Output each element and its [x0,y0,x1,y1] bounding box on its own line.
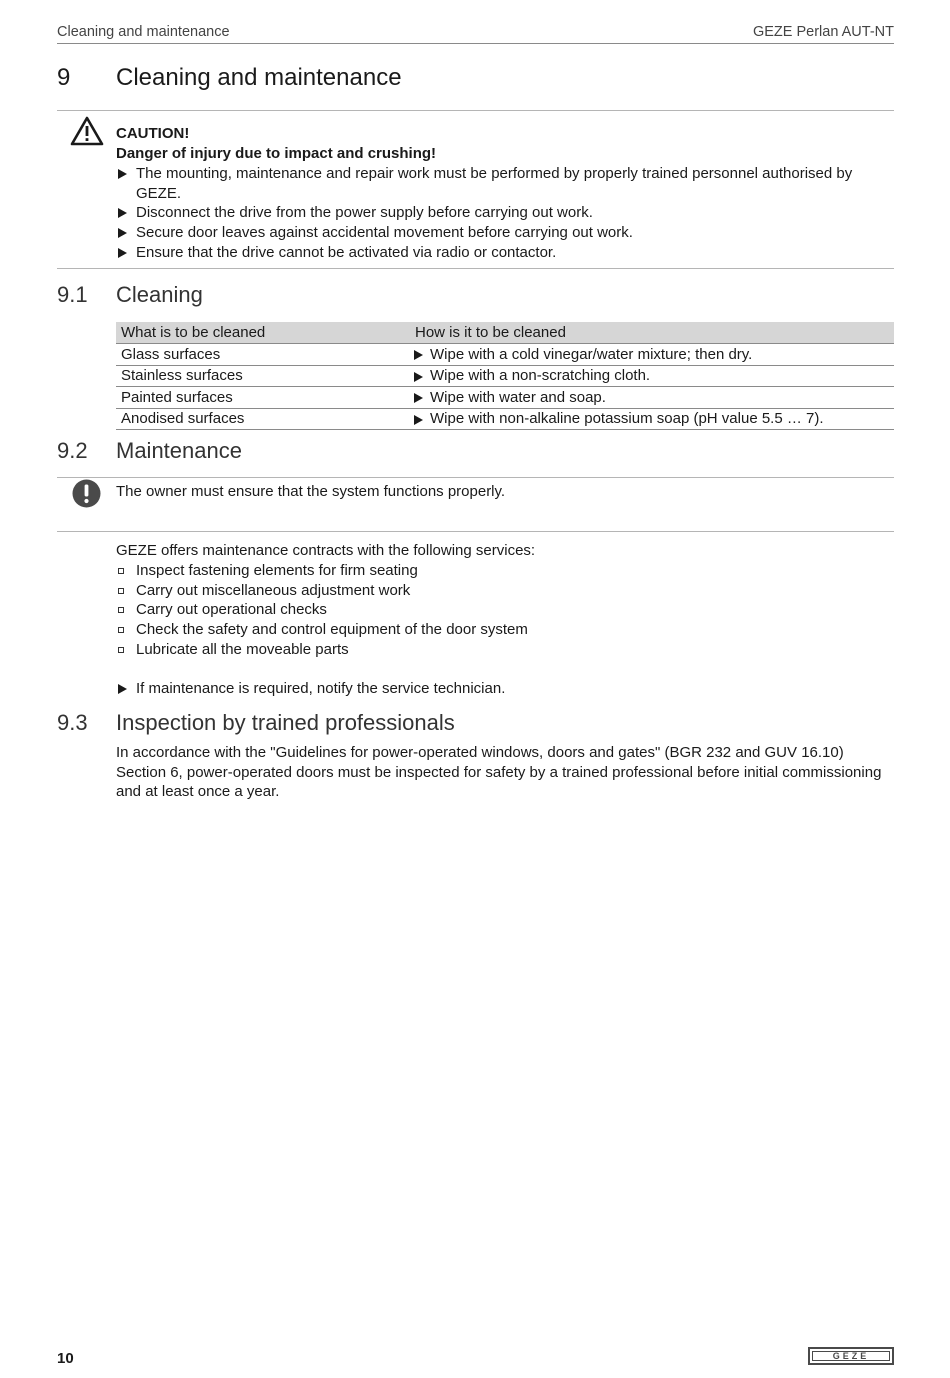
maintenance-services-list [116,561,896,660]
section-9-3-number: 9.3 [57,710,88,735]
table-row [116,344,894,366]
table-header-what: What is to be cleaned [116,322,410,344]
section-9-1-number: 9.1 [57,282,88,307]
caution-item: Secure door leaves against accidental movement before carrying out work. [116,223,896,243]
exclamation-circle-icon [72,479,101,508]
table-cell-surface: Stainless surfaces [116,365,410,387]
table-cell-method: Wipe with a cold vinegar/water mixture; then dry. [410,344,894,366]
table-cell-method: Wipe with a non-scratching cloth. [410,365,894,387]
geze-logo-text: GEZE [812,1351,890,1361]
list-item: Check the safety and control equipment of the door system [116,620,896,640]
note-bottom-divider [57,531,894,532]
geze-logo [808,1347,894,1365]
section-9-title: Cleaning and maintenance [116,64,402,91]
warning-triangle-icon [70,116,104,146]
list-item: Inspect fastening elements for firm seating [116,561,896,581]
section-9-1-title: Cleaning [116,282,203,307]
table-cell-surface: Anodised surfaces [116,408,410,430]
table-header-how: How is it to be cleaned [410,322,894,344]
caution-top-divider [57,110,894,111]
cleaning-table [116,322,894,430]
table-row [116,365,894,387]
table-cell-surface: Painted surfaces [116,387,410,409]
list-item: Carry out miscellaneous adjustment work [116,581,896,601]
caution-item: The mounting, maintenance and repair work must be performed by properly trained personnel authorised by GEZE. [116,164,896,203]
inspection-body: In accordance with the "Guidelines for power-operated windows, doors and gates" (BGR 232 and GUV 16.10) Section 6, power-operated doors must be inspected for safety by a trained professional before initial commissioning and at least once a year. [116,744,882,801]
maintenance-action: If maintenance is required, notify the service technician. [116,679,896,699]
list-item: Carry out operational checks [116,600,896,620]
table-header-row [116,322,894,344]
maintenance-action-list [116,679,896,699]
caution-subtitle: Danger of injury due to impact and crushing! [116,145,437,162]
list-item: Lubricate all the moveable parts [116,640,896,660]
table-cell-surface: Glass surfaces [116,344,410,366]
table-row [116,408,894,430]
running-header-right: GEZE Perlan AUT-NT [752,24,894,40]
caution-bottom-divider [57,268,894,269]
maintenance-note-text: The owner must ensure that the system functions properly. [116,483,506,500]
caution-title: CAUTION! [116,125,190,142]
section-9-2-number: 9.2 [57,438,88,463]
section-9-3-title: Inspection by trained professionals [116,710,455,735]
page-number: 10 [57,1350,74,1367]
caution-item: Ensure that the drive cannot be activated via radio or contactor. [116,243,896,263]
table-cell-method: Wipe with non-alkaline potassium soap (pH value 5.5 … 7). [410,408,894,430]
caution-list [116,164,896,263]
running-header-left: Cleaning and maintenance [57,24,230,40]
table-cell-method: Wipe with water and soap. [410,387,894,409]
section-9-number: 9 [57,64,71,91]
table-row [116,387,894,409]
note-top-divider [57,477,894,478]
maintenance-intro: GEZE offers maintenance contracts with the following services: [116,542,536,559]
section-9-2-title: Maintenance [116,438,242,463]
caution-item: Disconnect the drive from the power supply before carrying out work. [116,203,896,223]
header-divider [57,43,894,44]
